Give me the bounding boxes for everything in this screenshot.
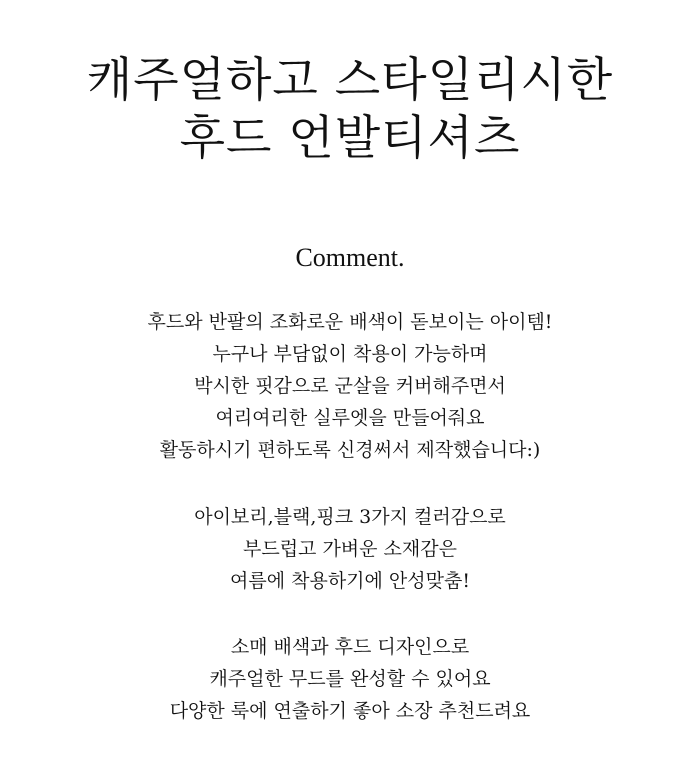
description-line: 소매 배색과 후드 디자인으로 [230,636,470,658]
description-line: 활동하시기 편하도록 신경써서 제작했습니다:) [159,439,541,461]
description-line: 아이보리,블랙,핑크 3가지 컬러감으로 [194,506,506,528]
product-title-line: 캐주얼하고 스타일리시한 [86,53,614,108]
description-line: 후드와 반팔의 조화로운 배색이 돋보이는 아이템! [147,311,553,333]
product-title [0,52,700,168]
description-paragraph [0,631,700,727]
description-line: 부드럽고 가벼운 소재감은 [243,538,457,560]
description-line: 누구나 부담없이 착용이 가능하며 [212,343,488,365]
description-line: 다양한 룩에 연출하기 좋아 소장 추천드려요 [169,700,531,722]
description-line: 여름에 착용하기에 안성맞춤! [230,570,470,592]
description-line: 여리여리한 실루엣을 만들어줘요 [215,407,485,429]
description-line: 박시한 핏감으로 군살을 커버해주면서 [194,375,506,397]
product-title-line: 후드 언발티셔츠 [179,111,521,166]
comment-heading: Comment. [295,243,405,272]
description-paragraph [0,306,700,466]
description-line: 캐주얼한 무드를 완성할 수 있어요 [209,668,491,690]
description-paragraph [0,501,700,597]
